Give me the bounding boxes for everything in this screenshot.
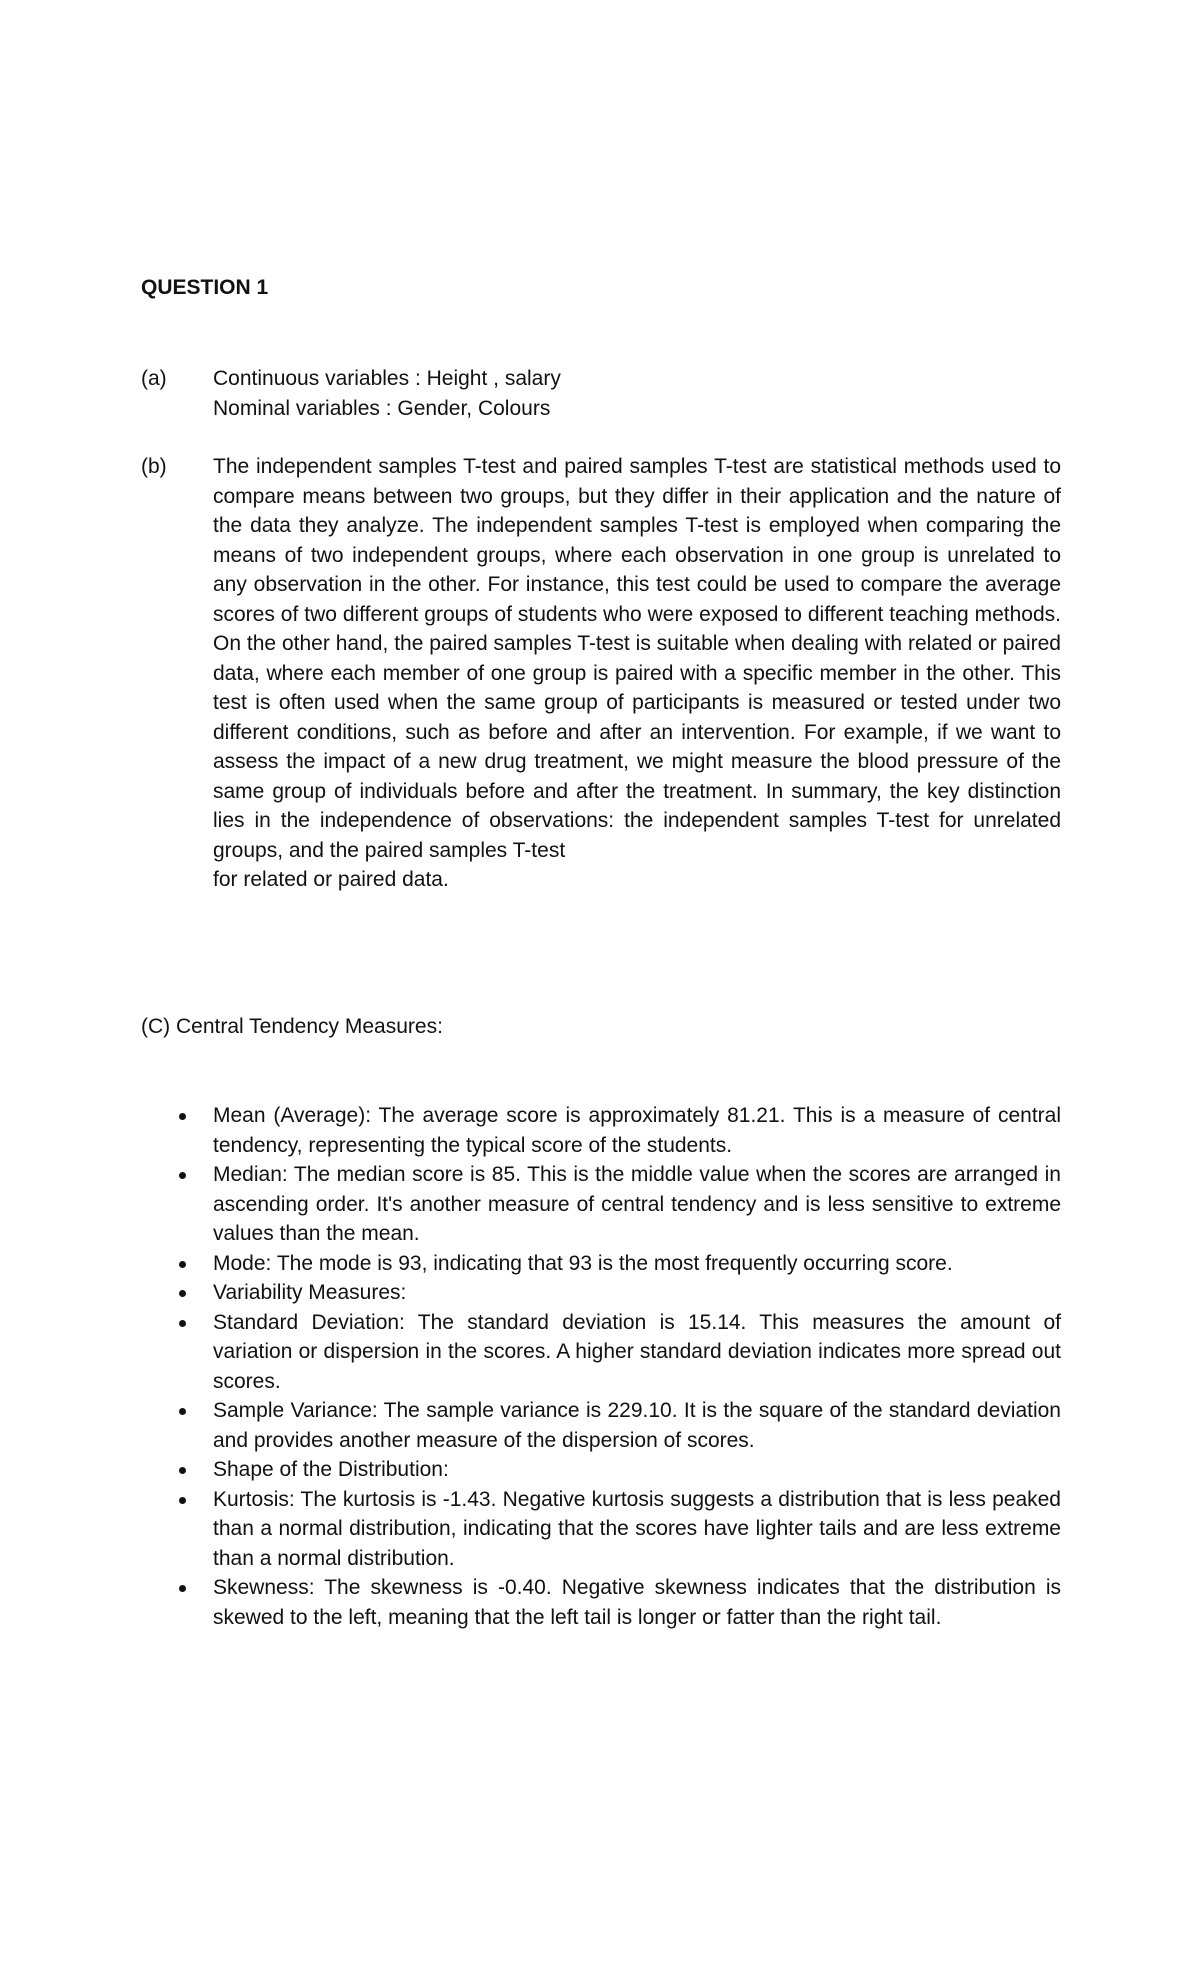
standard-deviation-text: Standard Deviation: The standard deviation is 15.14. This measures the amount of variation or dispersion in the scores. A higher standard deviation indicates more spread out scores. [213, 1310, 1061, 1393]
question-heading: QUESTION 1 [141, 276, 269, 299]
sample-variance-text: Sample Variance: The sample variance is 229.10. It is the square of the standard deviation and provides another measure of the dispersion of scores. [213, 1399, 1061, 1452]
bullet-icon [141, 1455, 213, 1485]
list-item [141, 1396, 1061, 1455]
list-item [141, 1455, 1061, 1485]
variability-measures-text: Variability Measures: [213, 1281, 407, 1304]
t-test-final-line: for related or paired data. [213, 868, 449, 891]
central-tendency-heading: (C) Central Tendency Measures: [141, 1015, 443, 1038]
part-a-label: (a) [141, 367, 167, 390]
skewness-text: Skewness: The skewness is -0.40. Negative skewness indicates that the distribution is skewed to the left, meaning that the left tail is longer or fatter than the right tail. [213, 1576, 1061, 1629]
bullet-icon [141, 1278, 213, 1308]
list-item [141, 1573, 1061, 1632]
nominal-variables-line: Nominal variables : Gender, Colours [213, 396, 551, 420]
bullet-icon [141, 1160, 213, 1249]
kurtosis-text: Kurtosis: The kurtosis is -1.43. Negative kurtosis suggests a distribution that is less peaked than a normal distribution, indicating that the scores have lighter tails and are less extreme than a normal distribution. [213, 1487, 1061, 1570]
list-item [141, 1278, 1061, 1308]
part-a [141, 364, 1061, 423]
statistics-bullet-list [141, 1101, 1061, 1632]
list-item [141, 1101, 1061, 1160]
mode-text: Mode: The mode is 93, indicating that 93 is the most frequently occurring score. [213, 1251, 953, 1275]
bullet-icon [141, 1308, 213, 1397]
bullet-icon [141, 1485, 213, 1574]
bullet-icon [141, 1573, 213, 1632]
bullet-icon [141, 1396, 213, 1455]
part-a-body [213, 364, 1061, 423]
t-test-paragraph: The independent samples T-test and paired samples T-test are statistical methods used to compare means between two groups, but they differ in their application and the nature of the data they analyze. The independent samples T-test is employed when comparing the means of two independent groups, where each observation in one group is unrelated to any observation in the other. For instance, this test could be used to compare the average scores of two different groups of students who were exposed to different teaching methods. On the other hand, the paired samples T-test is suitable when dealing with related or paired data, where each member of one group is paired with a specific member in the other. This test is often used when the same group of participants is measured or tested under two different conditions, such as before and after an intervention. For example, if we want to assess the impact of a new drug treatment, we might measure the blood pressure of the same group of individuals before and after the treatment. In summary, the key distinction lies in the independence of observations: the independent samples T-test for unrelated groups, and the paired samples T-test [213, 455, 1061, 862]
list-item [141, 1485, 1061, 1574]
part-b [141, 452, 1061, 895]
list-item [141, 1249, 1061, 1279]
part-b-body [213, 452, 1061, 895]
list-item [141, 1308, 1061, 1397]
part-b-label: (b) [141, 455, 167, 478]
mean-text: Mean (Average): The average score is approximately 81.21. This is a measure of central tendency, representing the typical score of the students. [213, 1104, 1061, 1157]
continuous-variables-line: Continuous variables : Height , salary [213, 367, 561, 390]
bullet-icon [141, 1101, 213, 1160]
list-item [141, 1160, 1061, 1249]
distribution-shape-text: Shape of the Distribution: [213, 1458, 449, 1481]
bullet-icon [141, 1249, 213, 1279]
median-text: Median: The median score is 85. This is the middle value when the scores are arranged in ascending order. It's another measure of central tendency and is less sensitive to extreme values than the mean. [213, 1163, 1061, 1245]
